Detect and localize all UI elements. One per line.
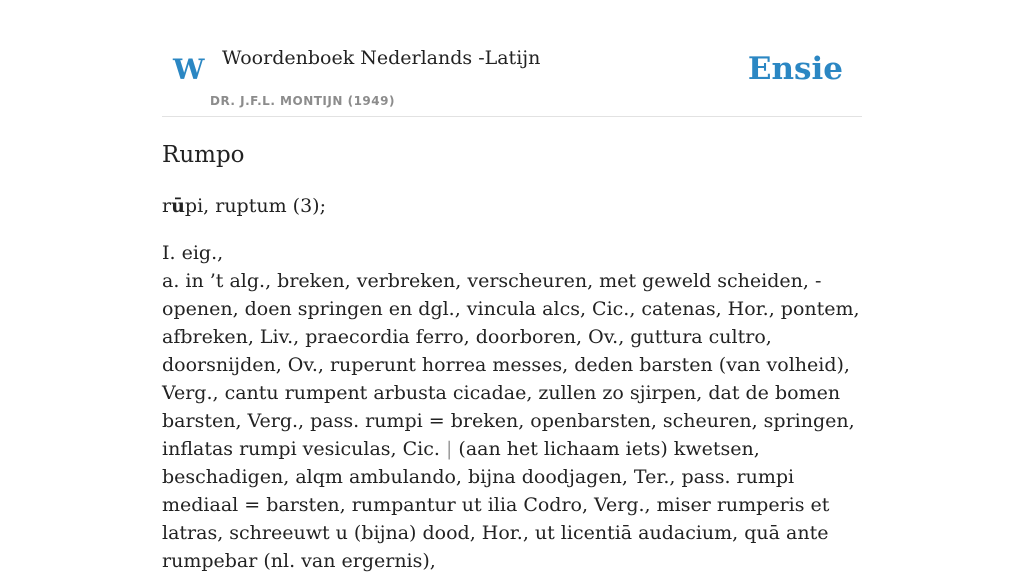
forms-macron-vowel: ū: [171, 195, 185, 217]
book-logo[interactable]: W: [173, 53, 205, 86]
definition-part-1: a. in ’t alg., breken, verbreken, verscheuren, met geweld scheiden, - openen, doen springen en dgl., vincula alcs, Cic., catenas, Hor., pontem, afbreken, Liv., praecordia ferro, doorboren, Ov., guttura cultro, doorsnijden, Ov., ruperunt horrea messes, deden barsten (van volheid), Verg., cantu rumpent arbusta cicadae, zullen zo sjirpen, dat de bomen barsten, Verg., pass. rumpi = breken, openbarsten, scheuren, springen, inflatas rumpi vesiculas, Cic.: [162, 270, 860, 460]
entry-forms: [162, 193, 326, 219]
separator: |: [445, 438, 453, 460]
entry-definition: [162, 239, 862, 575]
sense-heading: I. eig.,: [162, 242, 224, 264]
book-title[interactable]: Woordenboek Nederlands -Latijn: [222, 47, 541, 69]
header: [162, 0, 862, 117]
forms-rest: pi, ruptum (3);: [184, 195, 326, 217]
brand-logo[interactable]: Ensie: [747, 51, 843, 87]
forms-prefix: r: [162, 195, 172, 217]
sense-text: [162, 267, 862, 575]
definition-part-2: (aan het lichaam iets) kwetsen, beschadigen, alqm ambulando, bijna doodjagen, Ter., pass. rumpi mediaal = barsten, rumpantur ut ilia Codro, Verg., miser rumperis et latras, schreeuwt u (bijna) dood, Hor., ut licentiā audacium, quā ante rumpebar (nl. van ergernis),: [162, 438, 830, 572]
book-author: DR. J.F.L. MONTIJN (1949): [210, 94, 395, 108]
entry-headword: Rumpo: [162, 142, 245, 168]
